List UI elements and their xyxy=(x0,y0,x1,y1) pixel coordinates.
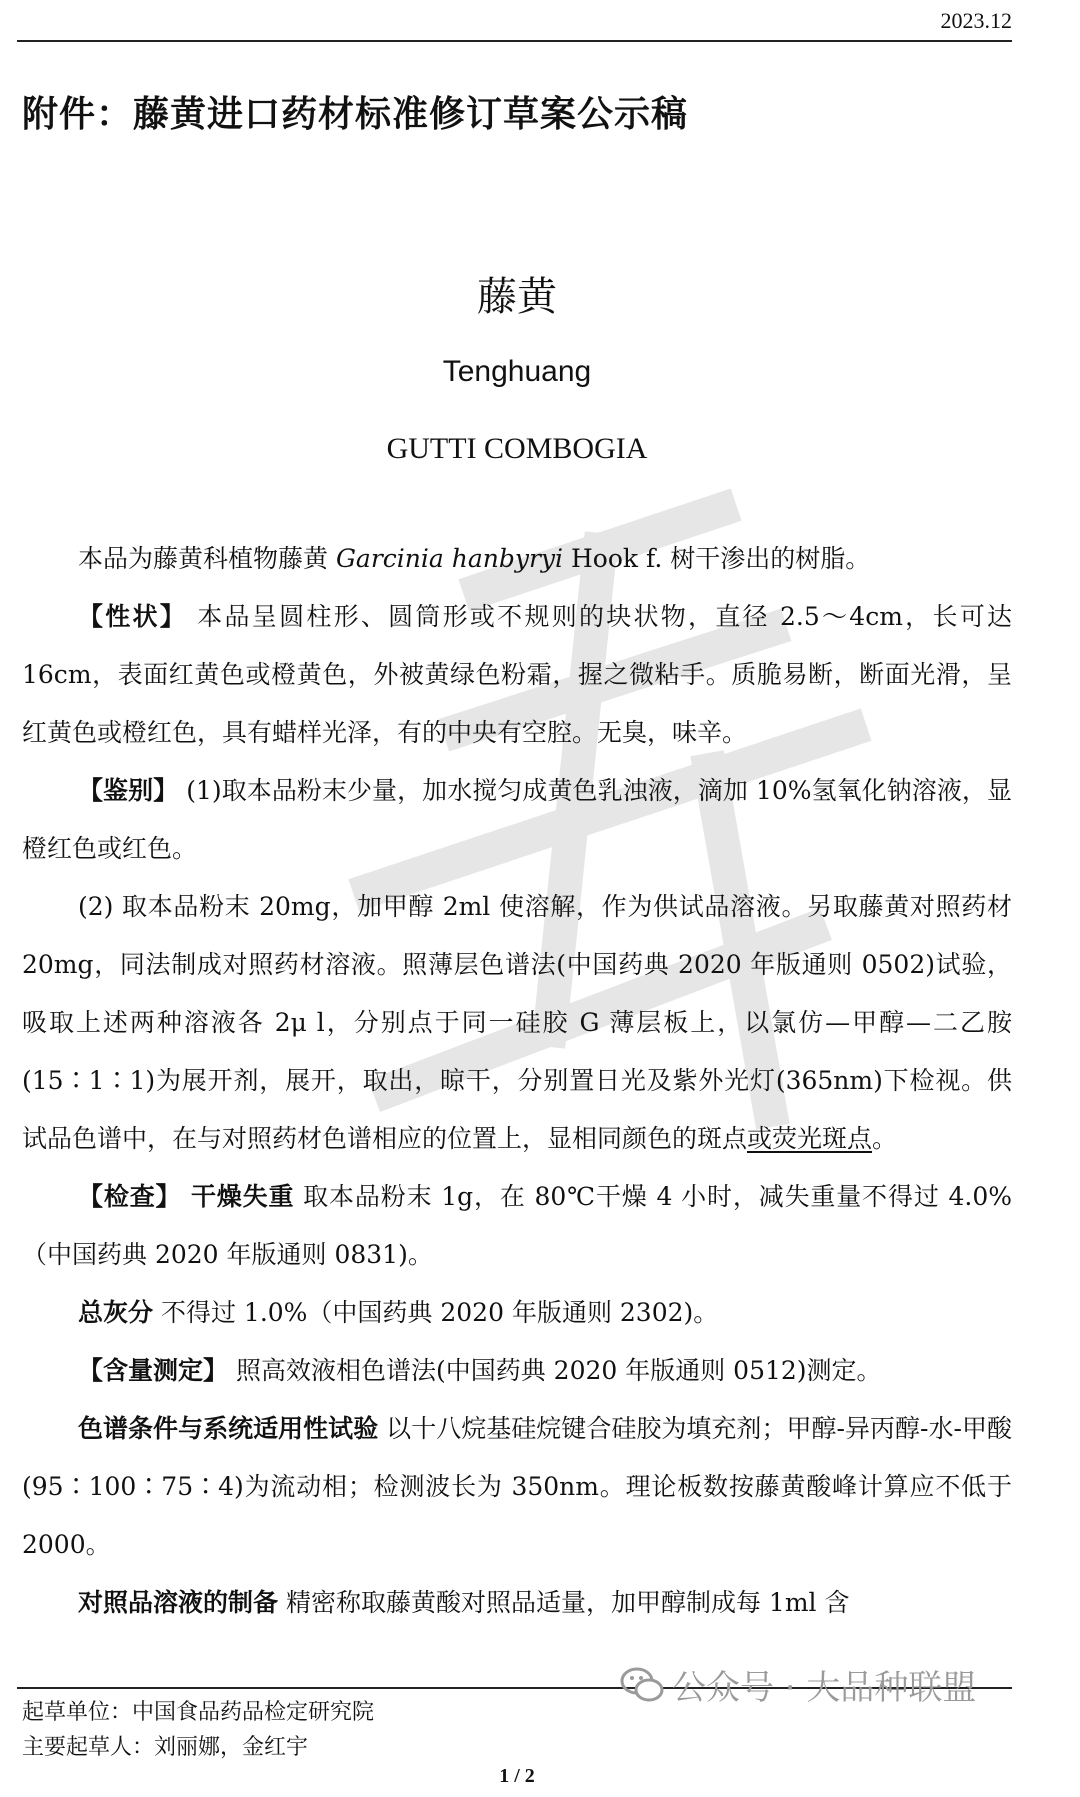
monograph-body xyxy=(22,530,1012,1632)
chromatography-paragraph: 色谱条件与系统适用性试验 以十八烷基硅烷键合硅胶为填充剂；甲醇-异丙醇-水-甲酸(95∶100∶75∶4)为流动相；检测波长为 350nm。理论板数按藤黄酸峰计算应不低于 2000。 xyxy=(22,1414,1012,1559)
total-ash-paragraph: 总灰分 不得过 1.0%（中国药典 2020 年版通则 2302)。 xyxy=(78,1298,719,1327)
section-label-identification: 【鉴别】 xyxy=(78,776,179,805)
main-drafters: 主要起草人：刘丽娜，金红宇 xyxy=(22,1735,309,1760)
subsection-label-loss-on-drying: 干燥失重 xyxy=(181,1182,295,1211)
description-paragraph: 【性状】 本品呈圆柱形、圆筒形或不规则的块状物，直径 2.5～4cm，长可达 16cm，表面红黄色或橙黄色，外被黄绿色粉霜，握之微粘手。质脆易断，断面光滑，呈红黄色或橙红色，具有蜡样光泽，有的中央有空腔。无臭，味辛。 xyxy=(22,602,1012,747)
underlined-revision: 或荧光斑点 xyxy=(747,1124,873,1153)
drafting-unit: 起草单位：中国食品药品检定研究院 xyxy=(22,1700,375,1725)
identification-paragraph-1: 【鉴别】 (1)取本品粉末少量，加水搅匀成黄色乳浊液，滴加 10%氢氧化钠溶液，显橙红色或红色。 xyxy=(22,776,1012,863)
page-number: 1 / 2 xyxy=(499,1765,535,1787)
herb-name-chinese: 藤黄 xyxy=(477,274,557,320)
header-rule xyxy=(17,40,1012,42)
identification-paragraph-2: (2) 取本品粉末 20mg，加甲醇 2ml 使溶解，作为供试品溶液。另取藤黄对照药材 20mg，同法制成对照药材溶液。照薄层色谱法(中国药典 2020 年版通则 0502)试验，吸取上述两种溶液各 2μ l，分别点于同一硅胶 G 薄层板上，以氯仿—甲醇—二乙胺(15∶1∶1)为展开剂，展开，取出，晾干，分别置日光及紫外光灯(365nm)下检视。供试品色谱中，在与对照药材色谱相应的位置上，显相同颜色的斑点或荧光斑点。 xyxy=(22,892,1012,1153)
check-paragraph: 【检查】 干燥失重 取本品粉末 1g，在 80℃干燥 4 小时，减失重量不得过 4.0%（中国药典 2020 年版通则 0831)。 xyxy=(22,1182,1012,1269)
herb-name-latin: GUTTI COMBOGIA xyxy=(386,432,648,465)
section-label-description: 【性状】 xyxy=(78,602,188,631)
attachment-title: 附件：藤黄进口药材标准修订草案公示稿 xyxy=(22,94,689,135)
subsection-label-chromatography: 色谱条件与系统适用性试验 xyxy=(78,1414,379,1443)
wechat-watermark: 公众号 · 大品种联盟 xyxy=(620,1660,976,1709)
intro-paragraph: 本品为藤黄科植物藤黄 Garcinia hanbyryi Hook f. 树干渗出的树脂。 xyxy=(78,544,871,573)
herb-name-pinyin: Tenghuang xyxy=(442,355,592,388)
section-label-assay: 【含量测定】 xyxy=(78,1356,229,1385)
subsection-label-reference-solution: 对照品溶液的制备 xyxy=(78,1588,279,1617)
document-date: 2023.12 xyxy=(940,8,1012,33)
reference-solution-paragraph: 对照品溶液的制备 精密称取藤黄酸对照品适量，加甲醇制成每 1ml 含 xyxy=(78,1588,850,1617)
subsection-label-total-ash: 总灰分 xyxy=(78,1298,154,1327)
wechat-icon xyxy=(620,1666,664,1704)
species-name: Garcinia hanbyryi xyxy=(335,544,564,573)
assay-paragraph: 【含量测定】 照高效液相色谱法(中国药典 2020 年版通则 0512)测定。 xyxy=(78,1356,882,1385)
section-label-check: 【检查】 xyxy=(78,1182,182,1211)
